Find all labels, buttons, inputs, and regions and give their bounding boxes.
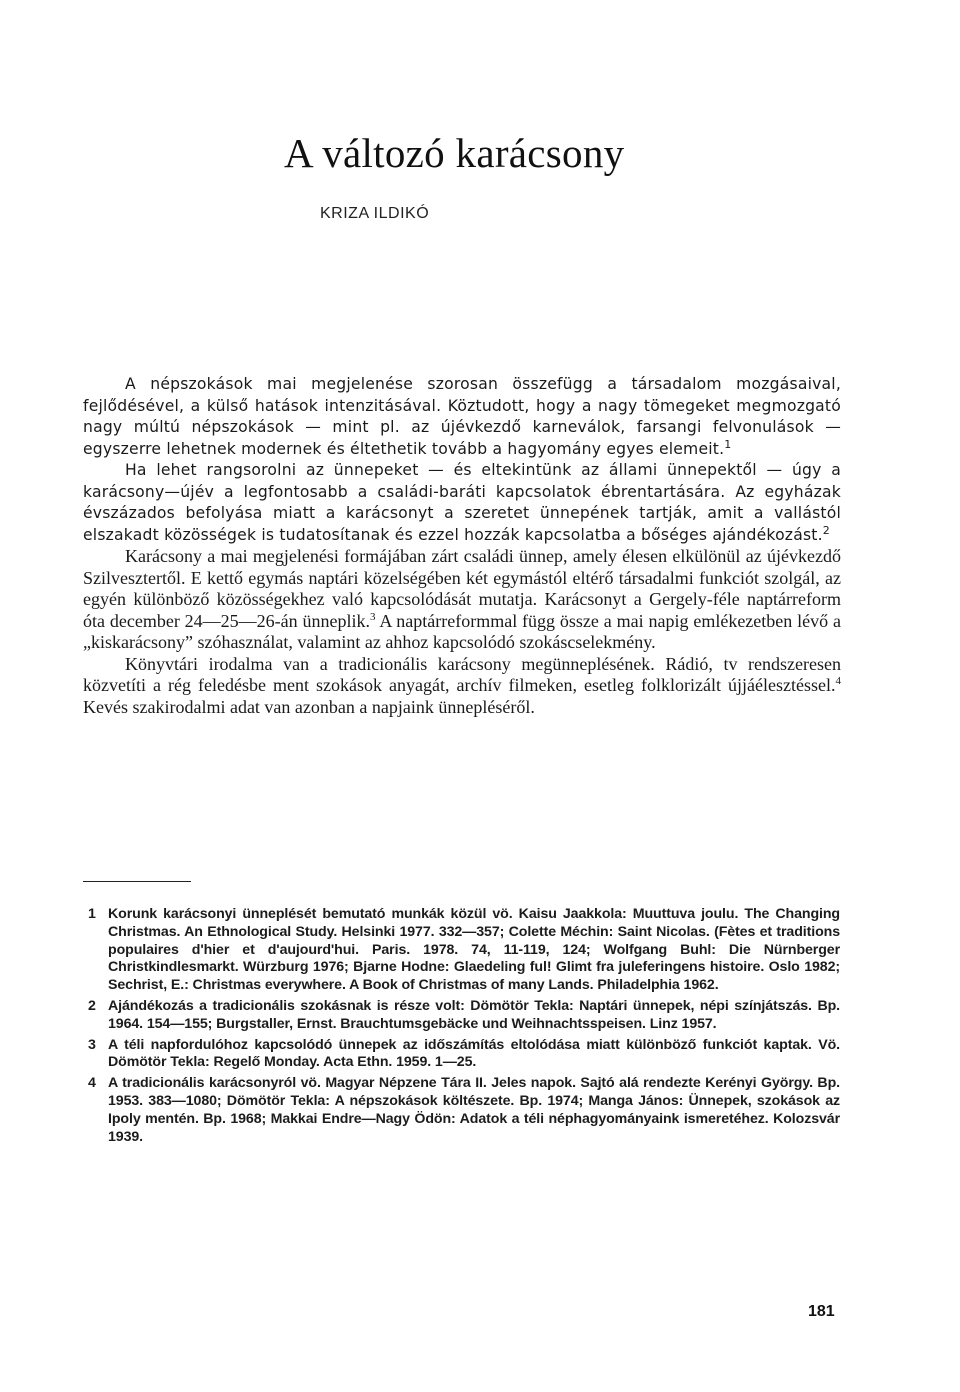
footnote-number: 4 bbox=[88, 1075, 96, 1092]
page-number: 181 bbox=[808, 1303, 835, 1320]
paragraph-text: A népszokások mai megjelenése szorosan összefügg a társadalom mozgásaival, fejlődésével, a külső hatások intenzitásával. Köztudott, hogy a nagy tömegeket megmozgató nagy múltú népszokások — mint pl. az újévkezdő karneválok, farsangi felvonulások — egyszerre lehetnek modernek és éltethetik tovább a hagyomány egyes elemeit. bbox=[83, 375, 841, 458]
paragraph-text: Ha lehet rangsorolni az ünnepeket — és eltekintünk az állami ünnepektől — úgy a karácsony—újév a legfontosabb a családi-baráti kapcsolatok ébrentartására. Az egyházak évszázados befolyása miatt a karácsonyt a szeretet ünnepének tartják, amit a vallástól elszakadt közösségek is tudatosítanak és ezzel hozzák kapcsolatba a bőséges ajándékozást. bbox=[83, 461, 841, 544]
footnote-text: A téli napfordulóhoz kapcsolódó ünnepek az időszámítás eltolódása miatt különböző funkciót kaptak. Vö. Dömötör Tekla: Regelő Monday. Acta Ethn. 1959. 1—25. bbox=[108, 1036, 840, 1071]
footnote-number: 3 bbox=[88, 1036, 96, 1053]
paragraph-text-tail: A naptárreformmal függ össze a mai napig emlékezetben lévő a „kiskarácsony” szóhasználat, valamint az ahhoz kapcsolódó szokáscselekmény. bbox=[83, 610, 841, 652]
footnote-separator bbox=[83, 881, 191, 882]
paragraph-text-tail: Kevés szakirodalmi adat van azonban a napjaink ünnepléséről. bbox=[83, 696, 535, 717]
article-author: KRIZA ILDIKÓ bbox=[320, 205, 430, 222]
footnote-text: Korunk karácsonyi ünneplését bemutató munkák közül vö. Kaisu Jaakkola: Muuttuva joulu. The Changing Christmas. An Ethnological Study. Helsinki 1977. 332—357; Colette Méchin: Saint Nicolas. (Fètes et traditions populaires d'hier et d'aujourd'hui. Paris. 1978. 74, 11-119, 124; Wolfgang Buhl: Die Nürnberger Christkindlesmarkt. Würzburg 1976; Bjarne Hodne: Glaedeling ful! Glimt fra juleferingens histoire. Oslo 1982; Sechrist, E.: Christmas everywhere. A Book of Christmas of many Lands. Philadelphia 1962. bbox=[108, 906, 840, 994]
footnote-text: A tradicionális karácsonyról vö. Magyar Népzene Tára II. Jeles napok. Sajtó alá rendezte Kerényi György. Bp. 1953. 383—1080; Dömötör Tekla: A népszokások költészete. Bp. 1974; Manga János: Ünnepek, szokások az Ipoly mentén. Bp. 1968; Makkai Endre—Nagy Ödön: Adatok a téli néphagyományaink ismeretéhez. Kolozsvár 1939. bbox=[108, 1075, 840, 1145]
footnote-reference: 4 bbox=[835, 675, 841, 687]
footnote-number: 2 bbox=[88, 997, 96, 1014]
footnote-reference: 2 bbox=[822, 523, 830, 537]
footnote-number: 1 bbox=[88, 906, 96, 922]
footnote bbox=[88, 1037, 840, 1073]
body-paragraph bbox=[83, 654, 841, 719]
body-paragraph bbox=[83, 546, 841, 654]
footnote bbox=[88, 998, 840, 1034]
article-title: A változó karácsony bbox=[284, 130, 625, 177]
paragraph-text: Karácsony a mai megjelenési formájában zárt családi ünnep, amely élesen elkülönül az újévkezdő Szilvesztertől. E kettő egymás naptári közelségében két egymástól eltérő társadalmi funkciót szolgál, az egyén különböző közösségekhez való kapcsolódását mutatja. Karácsonyt a Gergely-féle naptárreform óta december 24—25—26-án ünneplik. bbox=[83, 546, 841, 631]
article-body bbox=[83, 374, 841, 718]
body-paragraph bbox=[83, 374, 841, 460]
footnote-reference: 3 bbox=[370, 610, 376, 623]
body-paragraph bbox=[83, 460, 841, 546]
footnote-reference: 1 bbox=[724, 437, 732, 451]
footnote-text: Ajándékozás a tradicionális szokásnak is része volt: Dömötör Tekla: Naptári ünnepek, népi színjátszás. Bp. 1964. 154—155; Burgstaller, Ernst. Brauchtumsgebäcke und Weihnachtsspeisen. Linz 1957. bbox=[108, 997, 840, 1032]
paragraph-text: Könyvtári irodalma van a tradicionális karácsony megünneplésének. Rádió, tv rendszeresen közvetíti a rég feledésbe ment szokások anyagát, archív filmeken, esetleg folklorizált újjáélesztéssel. bbox=[83, 653, 841, 695]
footnotes bbox=[88, 906, 840, 1149]
footnote bbox=[88, 1075, 840, 1146]
footnote bbox=[88, 906, 840, 995]
